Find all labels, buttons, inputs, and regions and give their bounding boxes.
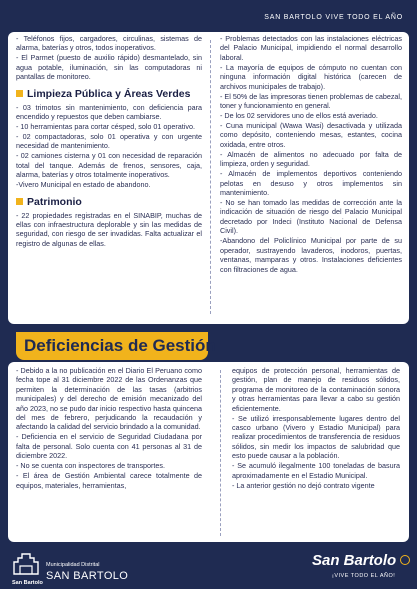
bottom-content-panel <box>8 362 409 542</box>
municipality-label: Municipalidad Distrital <box>46 562 100 568</box>
paragraph: - Se acumuló ilegalmente 100 toneladas de basura aproximadamente en el Estadio Municipal. <box>232 461 400 480</box>
paragraph: - Problemas detectados con las instalaciones eléctricas del Palacio Municipal, impidiendo el normal desarrollo laboral. <box>220 34 402 62</box>
footer <box>0 540 417 589</box>
column-divider <box>220 370 221 536</box>
top-content-panel <box>8 32 409 324</box>
paragraph: - Se utilizó irresponsablemente lugares dentro del casco urbano (Vivero y Estadio Municipal) para realizar procedimientos de transferencia de residuos sólidos, sin medir los impactos de salubridad que esto puede causar a la población. <box>232 413 400 461</box>
municipality-name: SAN BARTOLO <box>46 570 129 582</box>
section-title: Limpieza Pública y Áreas Verdes <box>27 87 191 100</box>
gestion-banner <box>8 324 409 366</box>
paragraph: - Almacén de alimentos no adecuado por falta de limpieza, orden y seguridad. <box>220 149 402 169</box>
paragraph: - El área de Gestión Ambiental carece totalmente de equipos, materiales, herramientas, <box>16 471 202 490</box>
paragraph: - 22 propiedades registradas en el SINABIP, muchas de ellas con infraestructura deplorable y sin las medidas de seguridad, con riesgo de ser invadidas. Falta actualizar el registro de algunas de ellas. <box>16 210 202 248</box>
paragraph: - La anterior gestión no dejó contrato vigente <box>232 480 375 490</box>
paragraph: - Deficiencia en el servicio de Seguridad Ciudadana por falta de personal. Solo cuenta con 41 personas al 31 de diciembre 2022. <box>16 432 202 461</box>
header-tagline: SAN BARTOLO VIVE TODO EL AÑO <box>264 14 403 21</box>
paragraph: -Abandono del Policlínico Municipal por parte de su operador, sustrayendo lavaderos, inodoros, puertas, ventanas, mamparas y otros. Instalaciones deficientes con filtraciones de agua. <box>220 236 402 274</box>
gestion-title: Deficiencias de Gestión <box>24 336 216 355</box>
municipality-crest-icon <box>12 552 40 576</box>
paragraph: -Vivero Municipal en estado de abandono. <box>16 180 151 190</box>
paragraph: - 03 trimotos sin mantenimiento, con deficiencia para encendido y repuestos que deben cambiarse. <box>16 102 202 122</box>
paragraph: - El Parmet (puesto de auxilio rápido) desmantelado, sin agua potable, iluminación, sin las computadoras ni pantallas de monitoreo. <box>16 53 202 82</box>
paragraph: - Debido a la no publicación en el Diario El Peruano como fecha tope al 31 diciembre 2022 de las Ordenanzas que permiten la determinación de las tasas (arbitrios municipales) y del derecho de emisión mecanizado del año 2023, no se pudo dar inicio respectivo hasta quincena del mes de febrero, perjudicando la recaudación y afectando la calidad del servicio brindado a la comunidad. <box>16 366 202 432</box>
paragraph: - Teléfonos fijos, cargadores, circulinas, sistemas de alarma, baterías y otros, todos inoperativos. <box>16 34 202 53</box>
paragraph: - No se han tomado las medidas de corrección ante la indicación de situación de riesgo del Palacio Municipal decretado por Indeci (Instituto Nacional de Defensa Civil). <box>220 198 402 236</box>
column-divider <box>210 40 211 314</box>
bottom-left-column <box>16 366 202 491</box>
paragraph: - Cuna municipal (Wawa Wasi) desactivada y utilizada como depósito, conteniendo mesas, estantes, cocina oxidada, entre otros. <box>220 121 402 149</box>
square-bullet-icon <box>16 198 23 205</box>
paragraph: - No se cuenta con inspectores de transportes. <box>16 461 166 471</box>
bottom-right-column <box>232 366 400 491</box>
brand-logo-text: San Bartolo <box>312 552 397 569</box>
section-heading-patrimonio <box>16 196 202 208</box>
sun-icon <box>400 555 410 565</box>
top-left-column <box>16 34 202 249</box>
paragraph: - Almacén de implementos deportivos conteniendo pelotas en desuso y otros implementos sin mantenimiento. <box>220 169 402 198</box>
paragraph: - De los 02 servidores uno de ellos está averiado. <box>220 111 378 121</box>
logo-caption: San Bartolo <box>12 580 43 586</box>
square-bullet-icon <box>16 90 23 97</box>
paragraph: - 02 camiones cisterna y 01 con necesidad de reparación total del tanque. Además de frenos, sensores, caja, alarma, baterías y otros totalmente inoperativos. <box>16 151 202 180</box>
section-title: Patrimonio <box>27 195 82 208</box>
paragraph: - El 50% de las impresoras tienen problemas de cabezal, toner y funcionamiento en general. <box>220 91 402 111</box>
paragraph: - 02 compactadoras, solo 01 operativa y con urgente necesidad de mantenimiento. <box>16 132 202 151</box>
brand-tagline: ¡VIVE TODO EL AÑO! <box>332 573 396 579</box>
top-right-column <box>220 34 402 275</box>
paragraph: - La mayoría de equipos de cómputo no cuentan con ninguna información digital histórica (carecen de archivos municipales de trabajo). <box>220 62 402 91</box>
paragraph: equipos de protección personal, herramientas de gestión, plan de manejo de residuos sólidos, programa de monitoreo de la contaminación sonora y otras herramientas para llevar a cabo su gestión eficientemente. <box>232 366 400 413</box>
section-heading-limpieza <box>16 88 202 100</box>
paragraph: - 10 herramientas para cortar césped, solo 01 operativo. <box>16 122 195 132</box>
